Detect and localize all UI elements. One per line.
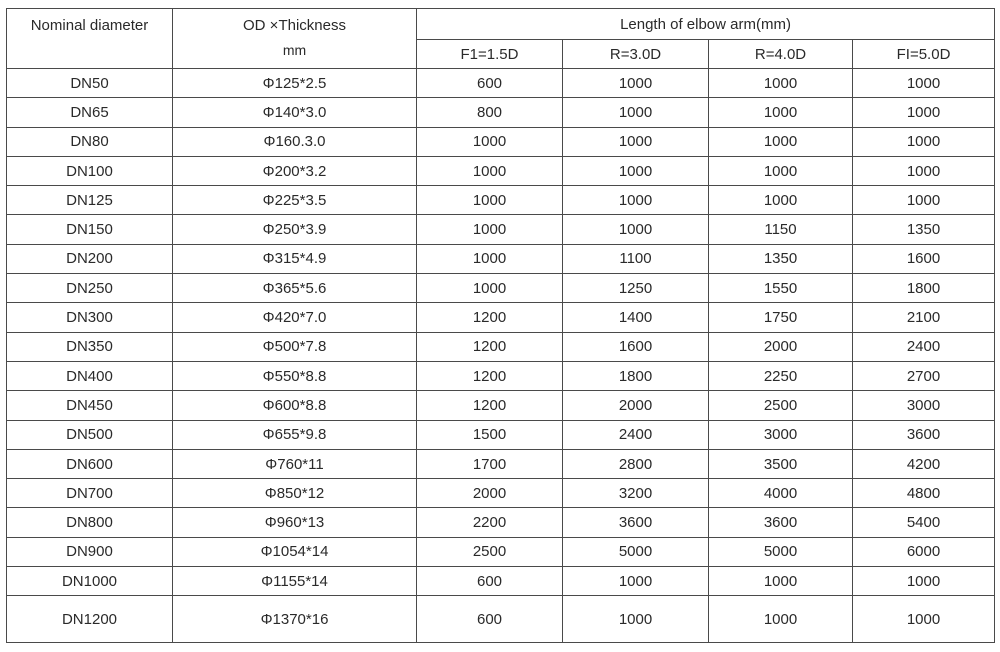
cell-r-3-0d: 3200 bbox=[563, 479, 709, 508]
table-row bbox=[7, 98, 995, 127]
cell-f1-1-5d: 600 bbox=[417, 69, 563, 98]
cell-r-3-0d: 1400 bbox=[563, 303, 709, 332]
cell-r-3-0d: 1000 bbox=[563, 567, 709, 596]
cell-nominal-diameter: DN250 bbox=[7, 274, 173, 303]
cell-r-4-0d: 1150 bbox=[709, 215, 853, 244]
cell-od-thickness: Φ760*11 bbox=[173, 449, 417, 478]
cell-r-3-0d: 1250 bbox=[563, 274, 709, 303]
cell-r-3-0d: 2000 bbox=[563, 391, 709, 420]
table-row bbox=[7, 156, 995, 185]
cell-nominal-diameter: DN50 bbox=[7, 69, 173, 98]
cell-f1-1-5d: 1700 bbox=[417, 449, 563, 478]
cell-f1-1-5d: 2000 bbox=[417, 479, 563, 508]
cell-r-3-0d: 2800 bbox=[563, 449, 709, 478]
cell-fi-5-0d: 1000 bbox=[853, 596, 995, 643]
cell-r-4-0d: 1750 bbox=[709, 303, 853, 332]
table-row bbox=[7, 274, 995, 303]
cell-nominal-diameter: DN900 bbox=[7, 537, 173, 566]
cell-r-4-0d: 4000 bbox=[709, 479, 853, 508]
cell-r-3-0d: 1100 bbox=[563, 244, 709, 273]
cell-r-3-0d: 1000 bbox=[563, 127, 709, 156]
cell-nominal-diameter: DN65 bbox=[7, 98, 173, 127]
cell-fi-5-0d: 1000 bbox=[853, 156, 995, 185]
table-row bbox=[7, 332, 995, 361]
cell-r-4-0d: 2000 bbox=[709, 332, 853, 361]
cell-r-4-0d: 1000 bbox=[709, 596, 853, 643]
cell-r-4-0d: 1000 bbox=[709, 69, 853, 98]
table-row bbox=[7, 215, 995, 244]
header-f1-1-5d: F1=1.5D bbox=[417, 40, 563, 69]
cell-r-4-0d: 1000 bbox=[709, 186, 853, 215]
cell-f1-1-5d: 1200 bbox=[417, 332, 563, 361]
table-body bbox=[7, 69, 995, 643]
table-row bbox=[7, 127, 995, 156]
cell-fi-5-0d: 5400 bbox=[853, 508, 995, 537]
cell-fi-5-0d: 4800 bbox=[853, 479, 995, 508]
table-row bbox=[7, 244, 995, 273]
cell-od-thickness: Φ550*8.8 bbox=[173, 361, 417, 390]
cell-r-4-0d: 2250 bbox=[709, 361, 853, 390]
cell-f1-1-5d: 600 bbox=[417, 567, 563, 596]
cell-fi-5-0d: 1600 bbox=[853, 244, 995, 273]
cell-nominal-diameter: DN125 bbox=[7, 186, 173, 215]
table-row bbox=[7, 391, 995, 420]
cell-nominal-diameter: DN600 bbox=[7, 449, 173, 478]
cell-r-4-0d: 1000 bbox=[709, 98, 853, 127]
cell-nominal-diameter: DN400 bbox=[7, 361, 173, 390]
table-row bbox=[7, 303, 995, 332]
cell-r-4-0d: 1550 bbox=[709, 274, 853, 303]
cell-nominal-diameter: DN450 bbox=[7, 391, 173, 420]
cell-fi-5-0d: 2700 bbox=[853, 361, 995, 390]
cell-r-4-0d: 5000 bbox=[709, 537, 853, 566]
cell-fi-5-0d: 3600 bbox=[853, 420, 995, 449]
cell-od-thickness: Φ140*3.0 bbox=[173, 98, 417, 127]
table-row bbox=[7, 186, 995, 215]
cell-r-3-0d: 2400 bbox=[563, 420, 709, 449]
cell-f1-1-5d: 1500 bbox=[417, 420, 563, 449]
cell-nominal-diameter: DN500 bbox=[7, 420, 173, 449]
cell-r-3-0d: 1000 bbox=[563, 186, 709, 215]
cell-fi-5-0d: 1000 bbox=[853, 98, 995, 127]
cell-nominal-diameter: DN1000 bbox=[7, 567, 173, 596]
cell-f1-1-5d: 600 bbox=[417, 596, 563, 643]
cell-fi-5-0d: 6000 bbox=[853, 537, 995, 566]
cell-r-3-0d: 1000 bbox=[563, 69, 709, 98]
header-nominal-diameter-label: Nominal diameter bbox=[30, 17, 149, 34]
table-row bbox=[7, 69, 995, 98]
cell-f1-1-5d: 1000 bbox=[417, 215, 563, 244]
cell-r-4-0d: 2500 bbox=[709, 391, 853, 420]
cell-r-4-0d: 1000 bbox=[709, 127, 853, 156]
header-row-top bbox=[7, 9, 995, 40]
cell-fi-5-0d: 1800 bbox=[853, 274, 995, 303]
table-row bbox=[7, 537, 995, 566]
cell-od-thickness: Φ420*7.0 bbox=[173, 303, 417, 332]
cell-r-3-0d: 1800 bbox=[563, 361, 709, 390]
cell-r-4-0d: 1000 bbox=[709, 567, 853, 596]
cell-f1-1-5d: 2200 bbox=[417, 508, 563, 537]
table-row bbox=[7, 361, 995, 390]
cell-fi-5-0d: 1350 bbox=[853, 215, 995, 244]
cell-fi-5-0d: 3000 bbox=[853, 391, 995, 420]
elbow-arm-length-table bbox=[6, 8, 995, 643]
cell-od-thickness: Φ250*3.9 bbox=[173, 215, 417, 244]
cell-f1-1-5d: 1000 bbox=[417, 274, 563, 303]
cell-nominal-diameter: DN80 bbox=[7, 127, 173, 156]
cell-f1-1-5d: 1200 bbox=[417, 391, 563, 420]
cell-od-thickness: Φ850*12 bbox=[173, 479, 417, 508]
cell-od-thickness: Φ200*3.2 bbox=[173, 156, 417, 185]
cell-od-thickness: Φ655*9.8 bbox=[173, 420, 417, 449]
cell-r-3-0d: 1600 bbox=[563, 332, 709, 361]
cell-od-thickness: Φ160.3.0 bbox=[173, 127, 417, 156]
cell-od-thickness: Φ600*8.8 bbox=[173, 391, 417, 420]
cell-od-thickness: Φ365*5.6 bbox=[173, 274, 417, 303]
cell-od-thickness: Φ225*3.5 bbox=[173, 186, 417, 215]
cell-od-thickness: Φ960*13 bbox=[173, 508, 417, 537]
cell-f1-1-5d: 1000 bbox=[417, 156, 563, 185]
cell-nominal-diameter: DN800 bbox=[7, 508, 173, 537]
cell-od-thickness: Φ1054*14 bbox=[173, 537, 417, 566]
cell-od-thickness: Φ1370*16 bbox=[173, 596, 417, 643]
header-fi-5-0d: FI=5.0D bbox=[853, 40, 995, 69]
header-od-unit: mm bbox=[282, 42, 307, 58]
cell-fi-5-0d: 1000 bbox=[853, 69, 995, 98]
cell-r-3-0d: 1000 bbox=[563, 98, 709, 127]
cell-od-thickness: Φ125*2.5 bbox=[173, 69, 417, 98]
cell-od-thickness: Φ500*7.8 bbox=[173, 332, 417, 361]
cell-f1-1-5d: 1000 bbox=[417, 244, 563, 273]
cell-fi-5-0d: 2400 bbox=[853, 332, 995, 361]
cell-nominal-diameter: DN300 bbox=[7, 303, 173, 332]
cell-nominal-diameter: DN1200 bbox=[7, 596, 173, 643]
header-nominal-diameter bbox=[7, 9, 173, 69]
cell-r-3-0d: 5000 bbox=[563, 537, 709, 566]
cell-f1-1-5d: 1200 bbox=[417, 361, 563, 390]
cell-od-thickness: Φ315*4.9 bbox=[173, 244, 417, 273]
cell-nominal-diameter: DN150 bbox=[7, 215, 173, 244]
cell-r-3-0d: 3600 bbox=[563, 508, 709, 537]
cell-f1-1-5d: 2500 bbox=[417, 537, 563, 566]
cell-r-4-0d: 1350 bbox=[709, 244, 853, 273]
cell-fi-5-0d: 1000 bbox=[853, 186, 995, 215]
table-row bbox=[7, 420, 995, 449]
header-r-3-0d: R=3.0D bbox=[563, 40, 709, 69]
table-row bbox=[7, 596, 995, 643]
table-row bbox=[7, 449, 995, 478]
cell-r-3-0d: 1000 bbox=[563, 156, 709, 185]
table-row bbox=[7, 508, 995, 537]
cell-r-4-0d: 3000 bbox=[709, 420, 853, 449]
cell-r-4-0d: 3600 bbox=[709, 508, 853, 537]
header-od-thickness bbox=[173, 9, 417, 69]
cell-f1-1-5d: 800 bbox=[417, 98, 563, 127]
cell-nominal-diameter: DN100 bbox=[7, 156, 173, 185]
cell-r-3-0d: 1000 bbox=[563, 596, 709, 643]
header-length-group: Length of elbow arm(mm) bbox=[417, 9, 995, 40]
table-row bbox=[7, 567, 995, 596]
table-row bbox=[7, 479, 995, 508]
table-header bbox=[7, 9, 995, 69]
header-r-4-0d: R=4.0D bbox=[709, 40, 853, 69]
cell-fi-5-0d: 2100 bbox=[853, 303, 995, 332]
cell-nominal-diameter: DN700 bbox=[7, 479, 173, 508]
cell-r-4-0d: 1000 bbox=[709, 156, 853, 185]
cell-fi-5-0d: 1000 bbox=[853, 127, 995, 156]
cell-nominal-diameter: DN350 bbox=[7, 332, 173, 361]
cell-od-thickness: Φ1155*14 bbox=[173, 567, 417, 596]
cell-r-3-0d: 1000 bbox=[563, 215, 709, 244]
header-od-thickness-label: OD ×Thickness bbox=[243, 17, 346, 34]
cell-f1-1-5d: 1000 bbox=[417, 186, 563, 215]
cell-r-4-0d: 3500 bbox=[709, 449, 853, 478]
cell-fi-5-0d: 1000 bbox=[853, 567, 995, 596]
cell-nominal-diameter: DN200 bbox=[7, 244, 173, 273]
cell-f1-1-5d: 1000 bbox=[417, 127, 563, 156]
cell-fi-5-0d: 4200 bbox=[853, 449, 995, 478]
cell-f1-1-5d: 1200 bbox=[417, 303, 563, 332]
